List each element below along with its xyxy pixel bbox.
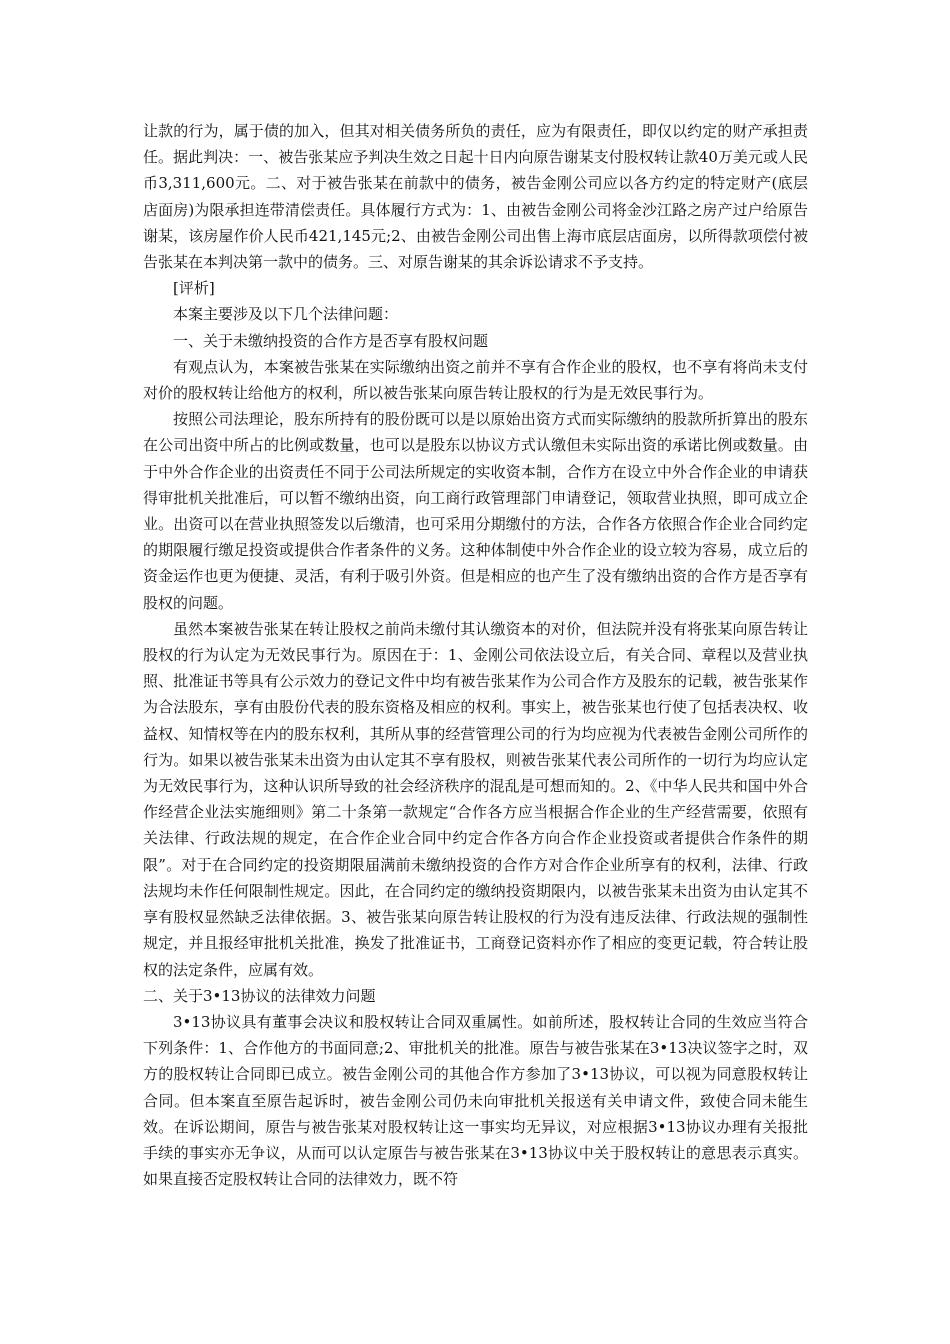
section-heading-1: 一、关于未缴纳投资的合作方是否享有股权问题 bbox=[173, 331, 489, 350]
paragraph-opinion: 有观点认为，本案被告张某在实际缴纳出资之前并不享有合作企业的股权，也不享有将尚未支付对价的股权转让给他方的权利，所以被告张某向原告转让股权的行为是无效民事行为。 bbox=[143, 357, 808, 403]
section-heading-2: 二、关于3•13协议的法律效力问题 bbox=[143, 986, 376, 1005]
paragraph-company-law-theory: 按照公司法理论，股东所持有的股份既可以是以原始出资方式而实际缴纳的股款所折算出的股东在公司出资中所占的比例或数量，也可以是股东以协议方式认缴但未实际出资的承诺比例或数量。由于中外合作企业的出资责任不同于公司法所规定的实收资本制，合作方在设立中外合作企业的申请获得审批机关批准后，可以暂不缴纳出资，向工商行政管理部门申请登记，领取营业执照，即可成立企业。出资可以在营业执照签发以后缴清，也可采用分期缴付的方法，合作各方依照合作企业合同约定的期限履行缴足投资或提供合作者条件的义务。这种体制使中外合作企业的设立较为容易，成立后的资金运作也更为便捷、灵活，有利于吸引外资。但是相应的也产生了没有缴纳出资的合作方是否享有股权的问题。 bbox=[143, 410, 808, 612]
paragraph-agreement-effect: 3•13协议具有董事会决议和股权转让合同双重属性。如前所述，股权转让合同的生效应当符合下列条件：1、合作他方的书面同意;2、审批机关的批准。原告与被告张某在3•13决议签字之时，双方的股权转让合同即已成立。被告金刚公司的其他合作方参加了3•13协议，可以视为同意股权转让合同。但本案直至原告起诉时，被告金刚公司仍未向审批机关报送有关申请文件，致使合同未能生效。在诉讼期间，原告与被告张某对股权转让这一事实均无异议，对应根据3•13协议办理有关报批手续的事实亦无争议，从而可以认定原告与被告张某在3•13协议中关于股权转让的意思表示真实。如果直接否定股权转让合同的法律效力，既不符 bbox=[143, 1012, 808, 1189]
paragraph-court-reasoning: 虽然本案被告张某在转让股权之前尚未缴付其认缴资本的对价，但法院并没有将张某向原告转让股权的行为认定为无效民事行为。原因在于：1、金刚公司依法设立后，有关合同、章程以及营业执照、批准证书等具有公示效力的登记文件中均有被告张某作为公司合作方及股东的记载，被告张某作为合法股东，享有由股份代表的股东资格及相应的权利。事实上，被告张某也行使了包括表决权、收益权、知情权等在内的股东权利，其所从事的经营管理公司的行为均应视为代表被告金刚公司所作的行为。如果以被告张某未出资为由认定其不享有股权，则被告张某代表公司所作的一切行为均应认定为无效民事行为，这种认识所导致的社会经济秩序的混乱是可想而知的。2、《中华人民共和国中外合作经营企业法实施细则》第二十条第一款规定“合作各方应当根据合作企业的生产经营需要，依照有关法律、行政法规的规定，在合作企业合同中约定合作各方向合作企业投资或者提供合作条件的期限”。对于在合同约定的投资期限届满前未缴纳投资的合作方对合作企业所享有的权利，法律、行政法规均未作任何限制性规定。因此，在合同约定的缴纳投资期限内，以被告张某未出资为由认定其不享有股权显然缺乏法律依据。3、被告张某向原告转让股权的行为没有违反法律、行政法规的强制性规定，并且报经审批机关批准，换发了批准证书，工商登记资料亦作了相应的变更记载，符合转让股权的法定条件，应属有效。 bbox=[143, 619, 808, 979]
paragraph-analysis-heading: [评析] bbox=[173, 279, 215, 298]
document-page bbox=[143, 118, 808, 1192]
paragraph-intro: 本案主要涉及以下几个法律问题： bbox=[173, 305, 399, 324]
paragraph-judgment: 让款的行为，属于债的加入，但其对相关债务所负的责任，应为有限责任，即仅以约定的财产承担责任。据此判决：一、被告张某应予判决生效之日起十日内向原告谢某支付股权转让款40万美元或人民币3,311,600元。二、对于被告张某在前款中的债务，被告金刚公司应以各方约定的特定财产(底层店面房)为限承担连带清偿责任。具体履行方式为：1、由被告金刚公司将金沙江路之房产过户给原告谢某，该房屋作价人民币421,145元;2、由被告金刚公司出售上海市底层店面房，以所得款项偿付被告张某在本判决第一款中的债务。三、对原告谢某的其余诉讼请求不予支持。 bbox=[143, 122, 808, 272]
